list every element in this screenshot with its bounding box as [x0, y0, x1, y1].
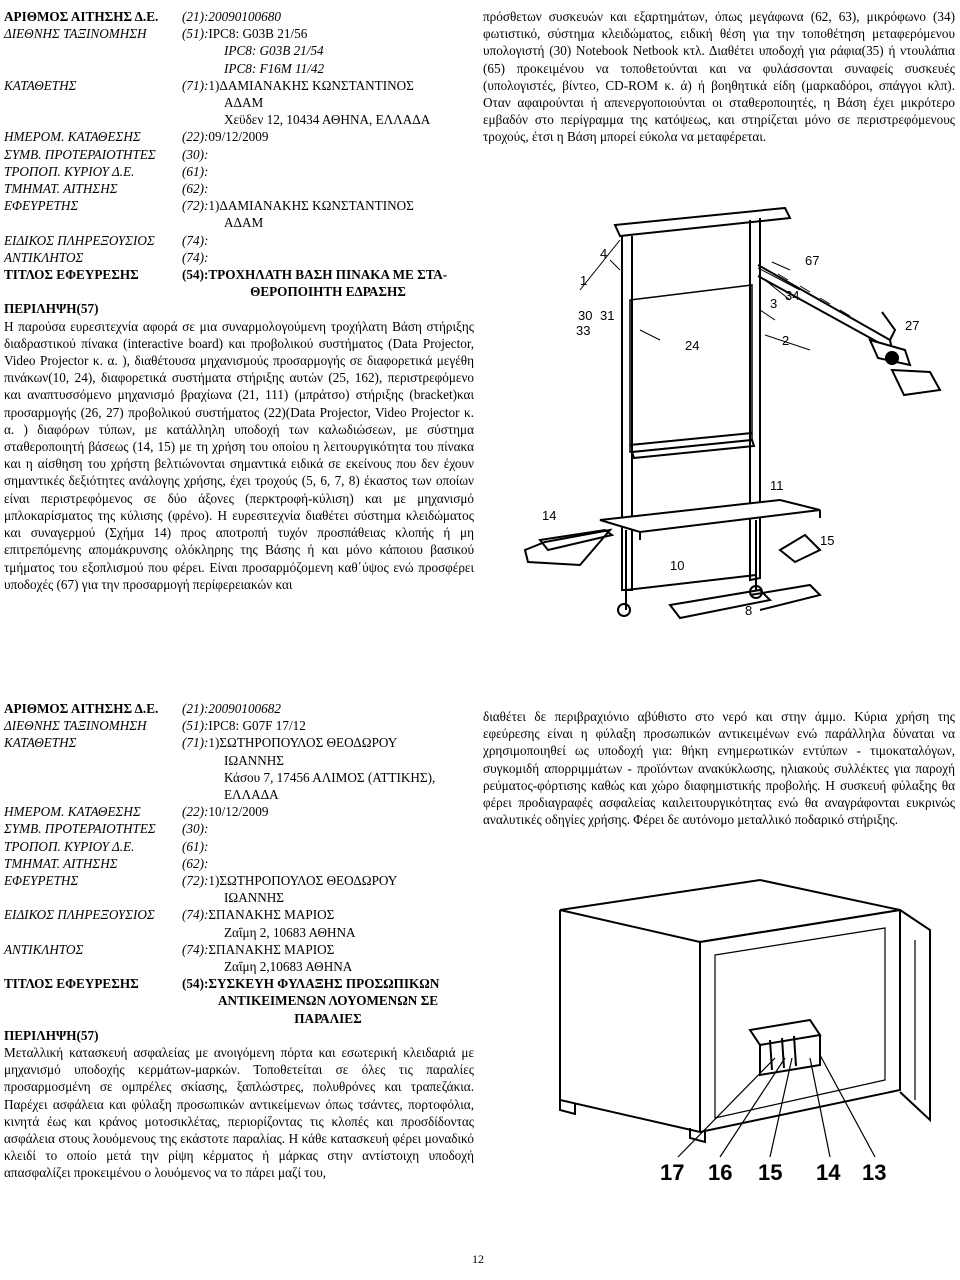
field-label: [4, 752, 182, 769]
field-label: ΤΜΗΜΑΤ. ΑΙΤΗΣΗΣ: [4, 855, 118, 871]
field-code: (61):: [182, 838, 209, 854]
field-row: [4, 77, 474, 94]
field-row: [4, 752, 474, 769]
field-value: IPC8: G03B 21/56: [208, 26, 308, 42]
field-value: IPC8: G07F 17/12: [208, 718, 306, 734]
field-label: ΚΑΤΑΘΕΤΗΣ: [4, 77, 77, 93]
field-label: ΕΙΔΙΚΟΣ ΠΛΗΡΕΞΟΥΣΙΟΣ: [4, 907, 155, 923]
figure-label: 34: [785, 288, 800, 303]
field-row: [4, 838, 474, 855]
title-label: [4, 1010, 182, 1027]
field-label: [4, 889, 182, 906]
field-code: (22):: [182, 129, 209, 145]
field-code: (62):: [182, 855, 209, 871]
field-value: ΣΠΑΝΑΚΗΣ ΜΑΡΙΟΣ: [208, 907, 335, 923]
field-label: [4, 214, 182, 231]
summary-text: Η παρούσα ευρεσιτεχνία αφορά σε μια συναρμολογούμενη τροχήλατη Βάση στήριξης διαδραστικού πίνακα (interactive board) και προβολικού συστήματος (Data Projector, Video Projector κ. α. ), διαθέτουσα μηχανισμούς προσαρμογής σε διαφορετικά μεγέθη πινάκων(10, 24), διαφορετικά συστήματα στήριξης αυτών (25, 162), περιστρεφόμενο και αναπτυσσόμενο μηχανισμό βραχίωνα (21, 111) (μπράτσο) στήριξης (bracket)και προσαρμογής (26, 27) προβολικού συστήματος (22)(Data Projector, Video Projector κ. α. ) διαφόρων τύπων, με κατάλληλη υποδοχή των καλωδιώσεων, με σύστημα σταθεροποιητή βάσεως (14, 15) με τη χρήση του οποίου η λειτουργικότητα του πίνακα και η αίσθηση του χρήστη βελτιώνονται σημαντικά ειδικά σε εκείνους που δεν έχουν σημαντικές δεξιότητες ανάλογης χρήσης, έχει τροχούς (5, 6, 7, 8) έκαστος των οποίων είναι περιστρεφόμενος σε δύο άξονες (περκτροφή-κύλιση) και με μηχανισμό μπλοκαρίσματος της κύλισης (φρένο). Η ευρεσιτεχνία διαθέτει σύστημα κλειδώματος και συναγερμού (Σχήμα 14) προς αποτροπή τυχόν προσπάθειας κλοπής ή μη επιτρεπόμενης απομάκρυνσης ολόκληρης της Βάσης ή και μόνο κάποιου βασικού τμήματος του εξοπλισμού που φέρει. Είναι προσαρμόζομενη καθ΄ύψος ενώ προσφέρει υποδοχές (67) για την προσαρμογή περίφερειακών και: [4, 318, 474, 592]
field-row: [4, 889, 474, 906]
field-label: ΔΙΕΘΝΗΣ ΤΑΞΙΝΟΜΗΣΗ: [4, 26, 147, 42]
figure-label: 2: [782, 333, 790, 348]
figure-label: 67: [805, 253, 820, 268]
title-row: [4, 266, 474, 283]
field-value: 1)ΔΑΜΙΑΝΑΚΗΣ ΚΩΝΣΤΑΝΤΙΝΟΣ: [208, 198, 414, 214]
title-row: [4, 975, 474, 992]
figure-label: 27: [905, 318, 920, 333]
field-value: ΕΛΛΑΔΑ: [224, 787, 279, 803]
application-2-fields: [4, 700, 474, 1182]
invention-title: ΘΕΡΟΠΟΙΗΤΗ ΕΔΡΑΣΗΣ: [250, 284, 406, 300]
field-value: IPC8: G03B 21/54: [224, 43, 324, 59]
field-label: ΣΥΜΒ. ΠΡΟΤΕΡΑΙΟΤΗΤΕΣ: [4, 146, 156, 162]
field-value: 1)ΣΩΤΗΡΟΠΟΥΛΟΣ ΘΕΟΔΩΡΟΥ: [208, 735, 398, 751]
field-row: [4, 924, 474, 941]
field-label: ΕΦΕΥΡΕΤΗΣ: [4, 198, 79, 214]
field-row: [4, 128, 474, 145]
field-code: (72):: [182, 198, 209, 214]
application-1-summary-continued: πρόσθετων συσκευών και εξαρτημάτων, όπως μεγάφωνα (62, 63), μικρόφωνο (34) φωτιστικό, σύστημα κλειδώματος, ειδική θέση για την τοποθέτηση μεταφερόμενου υπολογιστή (30) Notebook Netbook κτλ. Διαθέτει υποδοχή για ράφια(35) ή ντουλάπια (65) προκειμένου να τοποθετούνται και να φυλάσσονται συναφείς συσκευές (υπολογιστές, βίντεο, CD-ROM κ. ά) ή βοηθητικά είδη (μαρκαδόροι, σπάγγοι κλπ). Οταν αφαιρούνται ή απενεργοποιούνται οι σταθεροποιητές, η Βάση έχει μικρότερο εμβαδόν στο περίγραμμα της κατόψεως, και στηρίζεται μόνο σε περιστρεφόμενους τροχούς, έτσι η Βάση μπορεί εύκολα να μεταφέρεται.: [483, 9, 955, 145]
field-label: ΑΝΤΙΚΛΗΤΟΣ: [4, 941, 84, 957]
field-row: [4, 786, 474, 803]
field-row: [4, 180, 474, 197]
field-label: ΣΥΜΒ. ΠΡΟΤΕΡΑΙΟΤΗΤΕΣ: [4, 821, 156, 837]
field-value: 20090100680: [208, 9, 281, 24]
field-row: [4, 941, 474, 958]
title-label: ΤΙΤΛΟΣ ΕΦΕΥΡΕΣΗΣ: [4, 976, 139, 992]
field-code: (74):: [182, 232, 209, 248]
field-code: (51):: [182, 26, 209, 42]
field-value: ΙΩΑΝΝΗΣ: [224, 752, 284, 768]
field-label: ΑΝΤΙΚΛΗΤΟΣ: [4, 249, 84, 265]
field-row: [4, 249, 474, 266]
field-value: IPC8: F16M 11/42: [224, 60, 325, 76]
figure-beach-locker: [520, 870, 940, 1180]
field-label: ΑΡΙΘΜΟΣ ΑΙΤΗΣΗΣ Δ.Ε.: [4, 701, 159, 716]
figure-label: 10: [670, 558, 685, 573]
title-row: [4, 992, 474, 1009]
figure-whiteboard-stand: [520, 190, 960, 650]
title-row: [4, 283, 474, 300]
field-label: ΗΜΕΡΟΜ. ΚΑΤΑΘΕΣΗΣ: [4, 804, 141, 820]
title-label: ΤΙΤΛΟΣ ΕΦΕΥΡΕΣΗΣ: [4, 267, 139, 283]
title-code: (54):: [182, 976, 209, 992]
field-label: ΕΦΕΥΡΕΤΗΣ: [4, 873, 79, 889]
field-row: [4, 60, 474, 77]
field-row: [4, 111, 474, 128]
field-value: Ζαΐμη 2,10683 ΑΘΗΝΑ: [224, 959, 353, 975]
field-value: ΑΔΑΜ: [224, 215, 264, 231]
field-code: (61):: [182, 163, 209, 179]
figure-label: 11: [770, 478, 784, 493]
field-value: 20090100682: [208, 701, 281, 716]
field-value: 1)ΔΑΜΙΑΝΑΚΗΣ ΚΩΝΣΤΑΝΤΙΝΟΣ: [208, 77, 414, 93]
field-code: (71):: [182, 735, 209, 751]
summary-heading: ΠΕΡΙΛΗΨΗ(57): [4, 1027, 99, 1043]
title-code: (54):: [182, 267, 209, 283]
field-row: [4, 163, 474, 180]
application-1-fields: [4, 8, 474, 593]
field-label: [4, 111, 182, 128]
figure-label: 31: [600, 308, 615, 323]
field-label: ΗΜΕΡΟΜ. ΚΑΤΑΘΕΣΗΣ: [4, 129, 141, 145]
figure-label: 24: [685, 338, 700, 353]
field-code: (71):: [182, 77, 209, 93]
field-label: [4, 42, 182, 59]
field-value: ΑΔΑΜ: [224, 95, 264, 111]
field-code: (30):: [182, 821, 209, 837]
figure-label: 4: [600, 246, 608, 261]
title-label: [4, 992, 182, 1009]
figure-label: 17: [660, 1160, 685, 1180]
field-row: [4, 906, 474, 923]
title-row: [4, 1010, 474, 1027]
figure-label: 14: [542, 508, 557, 523]
title-label: [4, 283, 182, 300]
field-code: (74):: [182, 941, 209, 957]
field-row: [4, 769, 474, 786]
field-code: (74):: [182, 907, 209, 923]
field-code: (22):: [182, 804, 209, 820]
figure-label: 16: [708, 1160, 733, 1180]
field-code: (72):: [182, 873, 209, 889]
figure-label: 15: [758, 1160, 783, 1180]
field-row: [4, 734, 474, 751]
field-row: [4, 8, 474, 25]
field-row: [4, 717, 474, 734]
field-value: Χεϋδεν 12, 10434 ΑΘΗΝΑ, ΕΛΛΑΔΑ: [224, 112, 431, 128]
field-code: (21):: [182, 9, 209, 24]
field-row: [4, 146, 474, 163]
field-row: [4, 700, 474, 717]
field-label: ΑΡΙΘΜΟΣ ΑΙΤΗΣΗΣ Δ.Ε.: [4, 9, 159, 24]
field-code: (74):: [182, 249, 209, 265]
field-label: [4, 958, 182, 975]
field-row: [4, 232, 474, 249]
invention-title: ΤΡΟΧΗΛΑΤΗ ΒΑΣΗ ΠΙΝΑΚΑ ΜΕ ΣΤΑ-: [208, 267, 448, 283]
field-value: 1)ΣΩΤΗΡΟΠΟΥΛΟΣ ΘΕΟΔΩΡΟΥ: [208, 873, 398, 889]
field-value: ΙΩΑΝΝΗΣ: [224, 890, 284, 906]
figure-label: 3: [770, 296, 778, 311]
invention-title: ΠΑΡΑΛΙΕΣ: [294, 1010, 362, 1026]
field-row: [4, 42, 474, 59]
figure-label: 14: [816, 1160, 841, 1180]
invention-title: ΣΥΣΚΕΥΗ ΦΥΛΑΞΗΣ ΠΡΟΣΩΠΙΚΩΝ: [208, 976, 440, 992]
figure-label: 30: [578, 308, 593, 323]
field-value: ΣΠΑΝΑΚΗΣ ΜΑΡΙΟΣ: [208, 941, 335, 957]
field-label: [4, 94, 182, 111]
field-value: Ζαΐμη 2, 10683 ΑΘΗΝΑ: [224, 924, 356, 940]
field-row: [4, 94, 474, 111]
field-label: ΤΜΗΜΑΤ. ΑΙΤΗΣΗΣ: [4, 181, 118, 197]
figure-label: 15: [820, 533, 835, 548]
field-row: [4, 25, 474, 42]
figure-label: 13: [862, 1160, 887, 1180]
field-row: [4, 214, 474, 231]
field-row: [4, 197, 474, 214]
figure-label: 33: [576, 323, 591, 338]
field-label: ΔΙΕΘΝΗΣ ΤΑΞΙΝΟΜΗΣΗ: [4, 718, 147, 734]
field-row: [4, 855, 474, 872]
field-code: (21):: [182, 701, 209, 716]
summary-text: Μεταλλική κατασκευή ασφαλείας με ανοιγόμενη πόρτα και εσωτερική κλειδαριά με μηχανισμό υποδοχής κερμάτων-μαρκών. Τοποθετείται σε όλες τις παραλίες προσαρμοσμένη σε ομπρέλες σκίασης, ξαπλώστρες, πολυθρόνες και τραπεζάκια. Παρέχει ασφάλεια και φύλαξη προσωπικών αντικείμενων όπως τσάντες, πορτοφόλια, κινητά έως και κράνος μοτοσικλέτας, περιορίζοντας τις κλοπές και προσδίδοντας ασφάλεια στους λουόμενους της εκάστοτε παραλίας. Η κάθε κατασκευή φέρει μοναδικό κλειδί το οποίο μετά την ρίψη κέρματος ή μάρκας στην αντίστοιχη υποδοχή απασφαλίζει προκειμένου ο λουόμενος να το πάρει μαζί του,: [4, 1045, 474, 1181]
field-code: (62):: [182, 181, 209, 197]
field-value: Κάσου 7, 17456 ΑΛΙΜΟΣ (ΑΤΤΙΚΗΣ),: [224, 769, 436, 785]
field-label: [4, 60, 182, 77]
summary-heading: ΠΕΡΙΛΗΨΗ(57): [4, 301, 99, 317]
field-label: [4, 769, 182, 786]
field-code: (51):: [182, 718, 209, 734]
page-number: 12: [472, 1252, 484, 1266]
field-value: 09/12/2009: [208, 129, 269, 145]
figure-label: 8: [745, 603, 753, 618]
field-row: [4, 872, 474, 889]
field-label: ΚΑΤΑΘΕΤΗΣ: [4, 735, 77, 751]
field-label: ΤΡΟΠΟΠ. ΚΥΡΙΟΥ Δ.Ε.: [4, 163, 135, 179]
figure-label: 1: [580, 273, 588, 288]
field-label: [4, 786, 182, 803]
application-2-summary-continued: διαθέτει δε περιβραχιόνιο αβύθιστο στο νερό και στην άμμο. Κύρια χρήση της εφεύρεσης είναι η φύλαξη προσωπικών αντικειμένων ενώ παράλληλα δύναται να χρησιμοποιηθεί ως υποδοχή για: θήκη ενημερωτικών εντύπων - τιμοκαταλόγων, συγκομιδή απορριμμάτων - προϊόντων ανακύκλωσης, ηλιακούς συλλέκτες για παροχή ρεύματος-φόρτισης καθώς και χώρο διαφημιστικής προβολής. Η συσκευή φύλαξης θα φέρει προδιαγραφές ασφαλείας καιλειτουργικότητας ενώ θα αναγράφονται ευκρινώς αναλυτικές οδηγίες χρήσης. Φέρει δε αυτόνομο μεταλλικό ποδαρικό στήριξης.: [483, 709, 955, 828]
field-value: 10/12/2009: [208, 804, 269, 820]
field-row: [4, 820, 474, 837]
field-row: [4, 803, 474, 820]
field-label: ΕΙΔΙΚΟΣ ΠΛΗΡΕΞΟΥΣΙΟΣ: [4, 232, 155, 248]
field-label: [4, 924, 182, 941]
invention-title: ΑΝΤΙΚΕΙΜΕΝΩΝ ΛΟΥΟΜΕΝΩΝ ΣΕ: [217, 993, 439, 1009]
field-label: ΤΡΟΠΟΠ. ΚΥΡΙΟΥ Δ.Ε.: [4, 838, 135, 854]
field-row: [4, 958, 474, 975]
field-code: (30):: [182, 146, 209, 162]
